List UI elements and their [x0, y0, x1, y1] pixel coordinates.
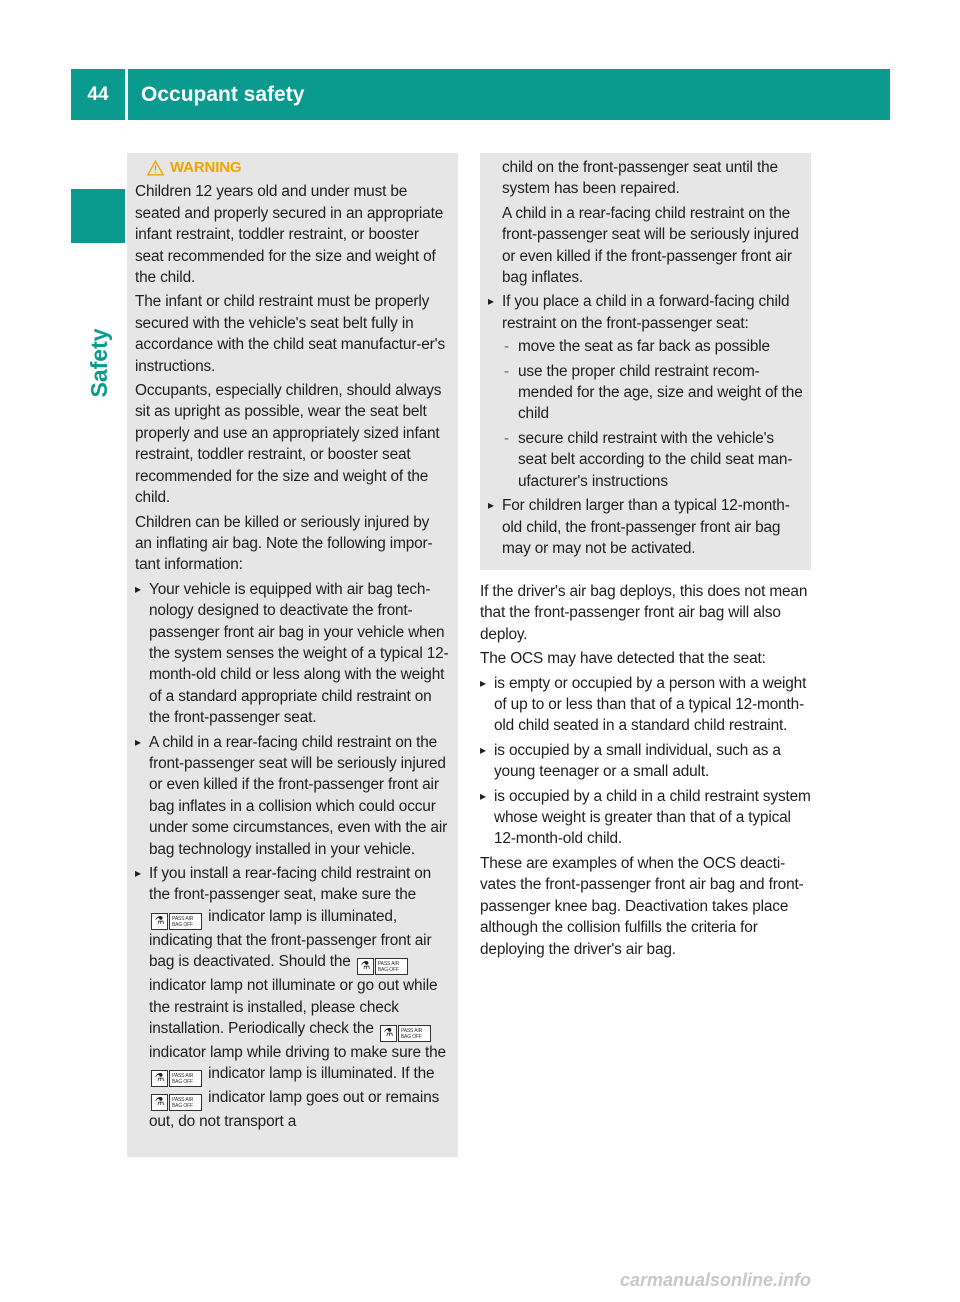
text-span: indicator lamp is illuminated. If the [208, 1065, 435, 1083]
warning-triangle-icon [147, 160, 164, 176]
bullet-continuation [488, 157, 803, 288]
body-bullet-list [480, 673, 815, 850]
pass-airbag-off-indicator-icon [151, 1070, 202, 1087]
pass-airbag-off-label: PASS AIR BAG OFF [169, 1070, 202, 1087]
page-title: Occupant safety [141, 82, 305, 106]
dash-item: - move the seat as far back as possible [502, 336, 803, 357]
list-item: ▸ is empty or occupied by a person with a weight of up to or less than that of a typical 12-month-old child seated in a standard child restraint. [480, 673, 815, 737]
warning-paragraph: child on the front-passenger seat until the system has been repaired. [502, 159, 778, 198]
pass-airbag-off-indicator-icon [357, 958, 408, 975]
body-paragraph: The OCS may have detected that the seat: [480, 650, 766, 668]
warning-paragraph: A child in a rear-facing child restraint on the front-passenger seat will be seriously injured or even killed if the front-passenger front air bag inflates. [502, 204, 799, 287]
text-span: indicator lamp is illuminated, indicating that the front-passenger front air bag is deactivated. Should the [149, 907, 432, 971]
warning-paragraph: Children can be killed or seriously injured by an inflating air bag. Note the following impor-tant information: [135, 513, 433, 574]
text-span: If you place a child in a forward-facing child restraint on the front-passenger seat: [502, 293, 790, 332]
list-item: ▸ is occupied by a small individual, such as a young teenager or a small adult. [480, 740, 815, 783]
text-span: indicator lamp while driving to make sure the [149, 1044, 446, 1062]
dash-list [502, 336, 803, 492]
body-text [480, 581, 815, 963]
child-seat-icon: ⚗ [151, 913, 168, 930]
warning-box [127, 153, 458, 1157]
warning-paragraph: Children 12 years old and under must be seated and properly secured in an appropriate infant restraint, toddler restraint, or booster seat recommended for the size and weight of the child. [135, 183, 444, 287]
warning-bullet-list [135, 579, 450, 1133]
warning-title: WARNING [170, 159, 242, 176]
list-item: ▸ is occupied by a child in a child restraint system whose weight is greater than that of a typical 12-month-old child. [480, 786, 815, 850]
warning-paragraph: The infant or child restraint must be properly secured with the vehicle's seat belt fully in accordance with the child seat manufactur-er's instructions. [135, 293, 445, 375]
text-span: indicator lamp goes out or remains out, do not transport a [149, 1089, 440, 1131]
warning-header [135, 157, 450, 178]
child-seat-icon: ⚗ [151, 1094, 168, 1111]
pass-airbag-off-label: PASS AIR BAG OFF [169, 913, 202, 930]
pass-airbag-off-indicator-icon [151, 1094, 202, 1111]
pass-airbag-off-indicator-icon [151, 913, 202, 930]
text-span: indicator lamp not illuminate or go out while the restraint is installed, please check installation. Periodically check the [149, 977, 438, 1038]
list-item: ▸ A child in a rear-facing child restraint on the front-passenger seat will be seriously injured or even killed if the front-passenger front air bag inflates in a collision which could occur under some circumstances, even with the air bag technology installed in your vehicle. [135, 732, 450, 860]
list-item: ▸ Your vehicle is equipped with air bag tech-nology designed to deactivate the front-passenger front air bag in your vehicle when the system senses the weight of a typical 12-month-old child or less along with the weight of a standard appropriate child restraint on the front-passenger seat. [135, 579, 450, 729]
header-divider [125, 69, 128, 120]
page-number: 44 [87, 83, 109, 105]
section-label: Safety [85, 328, 112, 398]
section-tab-marker [71, 189, 125, 243]
pass-airbag-off-label: PASS AIR BAG OFF [375, 958, 408, 975]
pass-airbag-off-label: PASS AIR BAG OFF [169, 1094, 202, 1111]
watermark: carmanualsonline.info [620, 1270, 812, 1290]
body-paragraph: If the driver's air bag deploys, this does not mean that the front-passenger front air bag will also deploy. [480, 583, 808, 643]
text-span: If you install a rear-facing child restraint on the front-passenger seat, make sure the [149, 865, 432, 904]
pass-airbag-off-indicator-icon [380, 1025, 431, 1042]
dash-item: - secure child restraint with the vehicle's seat belt according to the child seat man-ufacturer's instructions [502, 428, 803, 492]
child-seat-icon: ⚗ [151, 1070, 168, 1087]
pass-airbag-off-label: PASS AIR BAG OFF [398, 1025, 431, 1042]
dash-item: - use the proper child restraint recom-mended for the age, size and weight of the child [502, 361, 803, 425]
list-item: ▸ For children larger than a typical 12-month-old child, the front-passenger front air bag may or may not be activated. [488, 495, 803, 559]
child-seat-icon: ⚗ [357, 958, 374, 975]
child-seat-icon: ⚗ [380, 1025, 397, 1042]
body-paragraph: These are examples of when the OCS deacti-vates the front-passenger front air bag and front-passenger knee bag. Deactivation takes place although the collision fulfills the criteria for deploying the driver's air bag. [480, 854, 804, 958]
warning-box-continued [480, 153, 811, 570]
list-item [488, 291, 803, 492]
warning-bullet-list [488, 291, 803, 559]
list-item [135, 863, 450, 1133]
warning-paragraph: Occupants, especially children, should always sit as upright as possible, wear the seat belt properly and use an appropriately sized infant restraint, toddler restraint, or booster seat recommended for the size and weight of the child. [135, 382, 442, 507]
